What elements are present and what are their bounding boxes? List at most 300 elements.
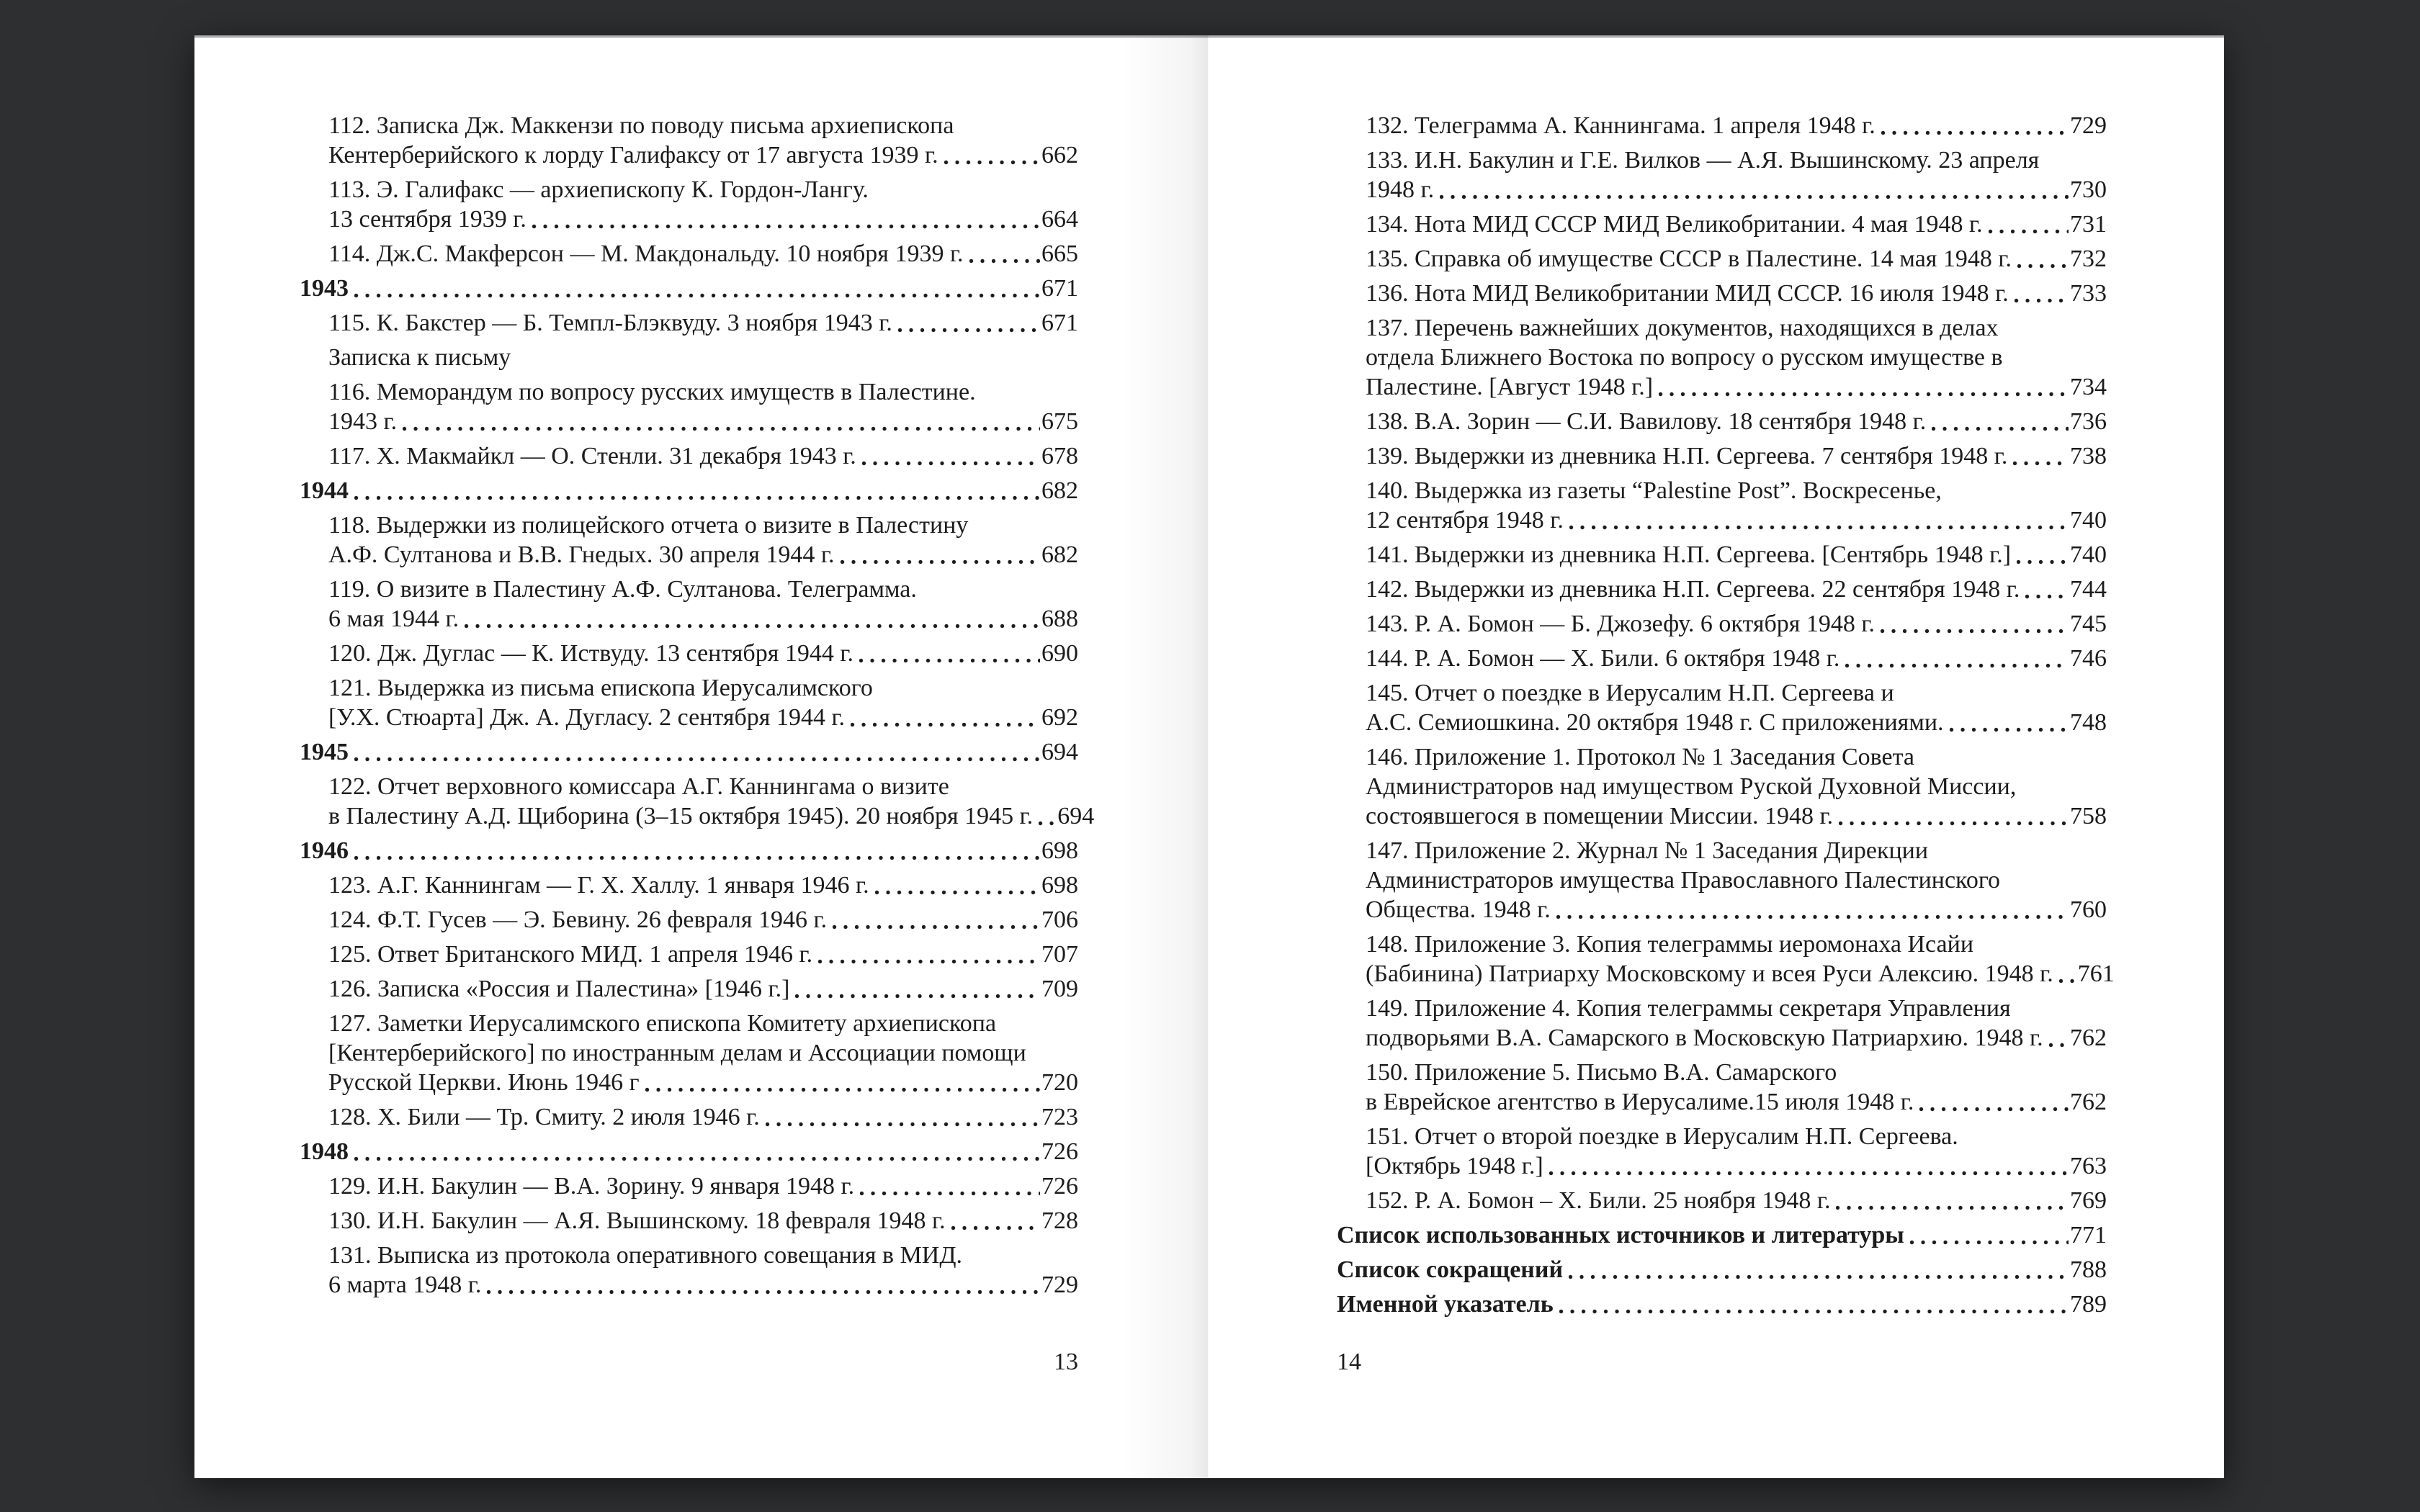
page-ref: 707 — [1041, 941, 1078, 968]
toc-entry-line — [300, 737, 1078, 767]
toc-entry — [1337, 1122, 2107, 1181]
toc-entry-text: 1945 — [300, 739, 349, 765]
toc-entry — [300, 377, 1078, 436]
page-number-left: 13 — [1054, 1349, 1078, 1375]
dot-leader — [354, 293, 1040, 299]
toc-entry-text: в Еврейское агентство в Иерусалиме.15 июля 1948 г. — [1366, 1089, 1914, 1115]
toc-entry-line — [328, 1206, 1078, 1236]
dot-leader — [1659, 392, 2069, 397]
toc-entry-text: 112. Записка Дж. Маккензи по поводу письма архиепископа — [328, 112, 954, 139]
dot-leader — [1919, 1107, 2069, 1112]
toc-entry-text: 1944 — [300, 477, 349, 504]
toc-entry-line — [328, 239, 1078, 269]
toc-entry-text: 6 мая 1944 г. — [328, 606, 460, 632]
toc-entry-text: (Бабинина) Патриарху Московскому и всея Руси Алексию. 1948 г. — [1366, 960, 2053, 987]
toc-entry-text: 1948 г. — [1366, 176, 1435, 203]
toc-entry-line — [1366, 609, 2107, 639]
toc-entry-line — [328, 940, 1078, 969]
toc-entry — [300, 111, 1078, 170]
toc-entry-text: 125. Ответ Британского МИД. 1 апреля 1946 г. — [328, 941, 813, 968]
toc-entry — [300, 772, 1095, 831]
toc-entry-text: Общества. 1948 г. — [1366, 896, 1551, 923]
dot-leader — [2017, 264, 2069, 269]
toc-entry — [300, 175, 1078, 234]
toc-entry — [1337, 1186, 2107, 1215]
toc-entry-text: Список сокращений — [1337, 1256, 1564, 1283]
toc-entry-text: 134. Нота МИД СССР МИД Великобритании. 4 мая 1948 г. — [1366, 211, 1983, 238]
toc-entry — [300, 476, 1078, 505]
page-ref: 789 — [2070, 1291, 2107, 1318]
dot-leader — [944, 160, 1040, 166]
toc-entry-line — [1366, 505, 2107, 535]
toc-entry-text: Записка к письму — [328, 344, 511, 371]
dot-leader — [1839, 821, 2069, 827]
toc-right-page — [1337, 111, 2115, 1324]
toc-entry-line — [1366, 959, 2115, 989]
page-ref: 690 — [1041, 640, 1078, 667]
dot-leader — [1881, 130, 2069, 136]
dot-leader — [1569, 525, 2069, 531]
toc-entry-line — [1366, 1151, 2107, 1181]
toc-entry-line — [1366, 1087, 2107, 1117]
toc-entry — [1337, 644, 2107, 673]
toc-entry-text: 1943 — [300, 275, 349, 302]
toc-entry-text: подворьями В.А. Самарского в Московскую Патриархию. 1948 г. — [1366, 1025, 2043, 1051]
toc-entry-line — [1366, 1186, 2107, 1215]
toc-entry — [300, 308, 1078, 338]
toc-entry — [1337, 441, 2107, 471]
dot-leader — [841, 559, 1040, 565]
toc-entry-line — [328, 175, 1078, 204]
page-ref: 678 — [1041, 443, 1078, 469]
toc-entry-text: Именной указатель — [1337, 1291, 1554, 1318]
toc-entry-text: 150. Приложение 5. Письмо В.А. Самарского — [1366, 1059, 1837, 1086]
toc-entry — [1337, 930, 2115, 989]
toc-entry — [1337, 244, 2107, 274]
dot-leader — [969, 258, 1040, 264]
toc-entry-line — [328, 308, 1078, 338]
toc-entry-line — [1366, 407, 2107, 436]
toc-entry-line — [328, 1009, 1078, 1038]
toc-entry-line — [300, 836, 1078, 865]
page-gutter-shadow — [1122, 35, 1209, 1478]
dot-leader — [2049, 1043, 2069, 1048]
dot-leader — [862, 461, 1040, 467]
toc-entry-line — [1366, 244, 2107, 274]
page-ref: 675 — [1041, 408, 1078, 435]
toc-entry — [300, 905, 1078, 935]
toc-entry-text: 127. Заметки Иерусалимского епископа Комитету архиепископа — [328, 1010, 997, 1037]
toc-entry-line — [1337, 1290, 2107, 1319]
toc-entry-line — [328, 772, 1078, 801]
dot-leader — [403, 426, 1040, 432]
dot-leader — [833, 924, 1040, 930]
toc-entry-line — [300, 274, 1078, 303]
toc-entry-line — [328, 1241, 1078, 1270]
dot-leader — [2015, 298, 2069, 304]
toc-entry-text: 114. Дж.С. Макферсон — М. Макдональду. 10 ноября 1939 г. — [328, 240, 964, 267]
page-ref: 740 — [2070, 541, 2107, 568]
toc-entry-text: 130. И.Н. Бакулин — А.Я. Вышинскому. 18 февраля 1948 г. — [328, 1207, 946, 1234]
toc-left-page — [300, 111, 1095, 1305]
dot-leader — [487, 1290, 1040, 1295]
toc-entry-text: Администраторов над имуществом Руской Духовной Миссии, — [1366, 773, 2017, 800]
page-ref: 738 — [2070, 443, 2107, 469]
toc-entry-text: 128. Х. Били — Тр. Смиту. 2 июля 1946 г. — [328, 1104, 760, 1130]
toc-entry — [1337, 279, 2107, 308]
dot-leader — [1932, 426, 2069, 432]
toc-entry-text: 124. Ф.Т. Гусев — Э. Бевину. 26 февраля 1946 г. — [328, 906, 828, 933]
toc-entry-line — [328, 441, 1078, 471]
dot-leader — [766, 1122, 1040, 1128]
page-ref: 709 — [1041, 976, 1078, 1002]
toc-entry-text: 148. Приложение 3. Копия телеграммы иеромонаха Исайи — [1366, 931, 1974, 958]
toc-entry-line — [328, 1270, 1078, 1300]
page-ref: 760 — [2070, 896, 2107, 923]
dot-leader — [1440, 194, 2069, 200]
toc-entry-line — [1366, 111, 2107, 140]
toc-entry — [1337, 1255, 2107, 1284]
toc-entry — [1337, 210, 2107, 239]
toc-entry-line — [1366, 708, 2107, 737]
toc-entry-text: 129. И.Н. Бакулин — В.А. Зорину. 9 января 1948 г. — [328, 1173, 855, 1200]
toc-entry-text: 115. К. Бакстер — Б. Темпл-Блэквуду. 3 ноября 1943 г. — [328, 310, 892, 336]
dot-leader — [1836, 1205, 2069, 1211]
toc-entry-text: 145. Отчет о поездке в Иерусалим Н.П. Сергеева и — [1366, 680, 1894, 706]
toc-entry-line — [1366, 476, 2107, 505]
dot-leader — [1569, 1274, 2069, 1280]
dot-leader — [1950, 727, 2069, 733]
toc-entry-text: 139. Выдержки из дневника Н.П. Сергеева. 7 сентября 1948 г. — [1366, 443, 2008, 469]
toc-entry — [300, 836, 1078, 865]
dot-leader — [2025, 594, 2069, 600]
page-ref: 726 — [1041, 1138, 1078, 1165]
page-ref: 758 — [2070, 803, 2107, 829]
toc-entry-line — [1366, 540, 2107, 570]
dot-leader — [354, 495, 1040, 501]
page-ref: 771 — [2070, 1222, 2107, 1248]
page-ref: 682 — [1041, 477, 1078, 504]
dot-leader — [818, 959, 1040, 965]
page-ref: 694 — [1057, 803, 1095, 829]
toc-entry-line — [300, 1137, 1078, 1166]
toc-entry-line — [328, 377, 1078, 407]
toc-entry — [300, 673, 1078, 732]
toc-entry-line — [1366, 994, 2107, 1023]
toc-entry — [300, 575, 1078, 634]
page-ref: 733 — [2070, 280, 2107, 307]
toc-entry-line — [300, 476, 1078, 505]
toc-entry-text: [Кентерберийского] по иностранным делам и Ассоциации помощи — [328, 1040, 1026, 1066]
dot-leader — [951, 1225, 1040, 1231]
toc-entry-text: 1948 — [300, 1138, 349, 1165]
toc-entry-line — [328, 510, 1078, 540]
toc-entry-line — [1366, 441, 2107, 471]
toc-entry — [1337, 540, 2107, 570]
toc-entry-line — [1366, 836, 2107, 865]
toc-entry-text: 143. Р. А. Бомон — Б. Джозефу. 6 октября 1948 г. — [1366, 611, 1876, 637]
page-ref: 692 — [1041, 704, 1078, 731]
toc-entry — [300, 940, 1078, 969]
toc-entry — [1337, 609, 2107, 639]
toc-entry-text: 151. Отчет о второй поездке в Иерусалим Н.П. Сергеева. — [1366, 1123, 1958, 1150]
toc-entry-line — [328, 111, 1078, 140]
toc-entry-line — [328, 974, 1078, 1004]
page-ref: 720 — [1041, 1069, 1078, 1096]
toc-entry-text: 136. Нота МИД Великобритании МИД СССР. 16 июля 1948 г. — [1366, 280, 2009, 307]
page-ref: 665 — [1041, 240, 1078, 267]
page-ref: 744 — [2070, 576, 2107, 603]
dot-leader — [1039, 821, 1056, 827]
toc-entry-line — [328, 140, 1078, 170]
dot-leader — [1549, 1171, 2069, 1176]
page-ref: 734 — [2070, 374, 2107, 400]
toc-entry-text: 131. Выписка из протокола оперативного совещания в МИД. — [328, 1242, 963, 1269]
toc-entry-line — [1366, 930, 2107, 959]
toc-entry-text: 146. Приложение 1. Протокол № 1 Заседания Совета — [1366, 744, 1914, 770]
toc-entry-text: Кентерберийского к лорду Галифаксу от 17 августа 1939 г. — [328, 142, 938, 168]
toc-entry-text: 126. Записка «Россия и Палестина» [1946 г.] — [328, 976, 790, 1002]
toc-entry-text: [Октябрь 1948 г.] — [1366, 1153, 1543, 1179]
toc-entry-text: 142. Выдержки из дневника Н.П. Сергеева. 22 сентября 1948 г. — [1366, 576, 2020, 603]
page-ref: 746 — [2070, 645, 2107, 672]
page-ref: 762 — [2070, 1089, 2107, 1115]
page-ref: 706 — [1041, 906, 1078, 933]
toc-entry-line — [328, 540, 1078, 570]
toc-entry-text: 144. Р. А. Бомон — Х. Били. 6 октября 1948 г. — [1366, 645, 1840, 672]
toc-entry-line — [1366, 678, 2107, 708]
dot-leader — [795, 994, 1040, 999]
toc-entry — [300, 1137, 1078, 1166]
toc-entry-line — [1337, 1255, 2107, 1284]
dot-leader — [1845, 663, 2069, 669]
page-ref: 682 — [1041, 541, 1078, 568]
toc-entry — [1337, 1290, 2107, 1319]
toc-entry-line — [1366, 175, 2107, 204]
toc-entry — [1337, 407, 2107, 436]
toc-entry-line — [1366, 742, 2107, 772]
toc-entry-line — [328, 407, 1078, 436]
toc-entry-text: 137. Перечень важнейших документов, находящихся в делах — [1366, 315, 1999, 341]
toc-entry-text: в Палестину А.Д. Щиборина (3–15 октября 1945). 20 ноября 1945 г. — [328, 803, 1034, 829]
toc-entry-line — [328, 1102, 1078, 1132]
toc-entry-line — [1366, 895, 2107, 924]
toc-entry — [300, 1009, 1078, 1097]
dot-leader — [1559, 1309, 2069, 1315]
toc-entry-text: 12 сентября 1948 г. — [1366, 507, 1564, 534]
toc-entry-text: 119. О визите в Палестину А.Ф. Султанова. Телеграмма. — [328, 576, 917, 603]
toc-entry-line — [328, 575, 1078, 604]
toc-entry — [1337, 1058, 2107, 1117]
page-ref: 740 — [2070, 507, 2107, 534]
toc-entry-text: 121. Выдержка из письма епископа Иерусалимского — [328, 675, 873, 701]
page-ref: 745 — [2070, 611, 2107, 637]
dot-leader — [354, 1156, 1040, 1162]
toc-entry — [300, 343, 1078, 372]
toc-entry-line — [1337, 1220, 2107, 1250]
dot-leader — [859, 658, 1040, 664]
toc-entry-text: 133. И.Н. Бакулин и Г.Е. Вилков — А.Я. Вышинскому. 23 апреля — [1366, 147, 2040, 174]
toc-entry-line — [1366, 1023, 2107, 1053]
toc-entry-line — [1366, 313, 2107, 343]
toc-entry-line — [328, 1038, 1078, 1068]
toc-entry — [300, 974, 1078, 1004]
toc-entry-text: 123. А.Г. Каннингам — Г. Х. Халлу. 1 января 1946 г. — [328, 872, 869, 899]
toc-entry — [300, 639, 1078, 668]
dot-leader — [2059, 978, 2076, 984]
page-ref: 729 — [1041, 1272, 1078, 1298]
toc-entry-text: 138. В.А. Зорин — С.И. Вавилову. 18 сентября 1948 г. — [1366, 408, 1927, 435]
toc-entry-line — [1366, 772, 2107, 801]
page-ref: 736 — [2070, 408, 2107, 435]
toc-entry-text: Русской Церкви. Июнь 1946 г — [328, 1069, 640, 1096]
toc-entry-text: 149. Приложение 4. Копия телеграммы секретаря Управления — [1366, 995, 2011, 1022]
toc-entry — [300, 1241, 1078, 1300]
toc-entry-line — [1366, 210, 2107, 239]
toc-entry-line — [328, 343, 1078, 372]
page-number-right: 14 — [1337, 1349, 1361, 1375]
toc-entry-line — [328, 604, 1078, 634]
toc-entry-text: 118. Выдержки из полицейского отчета о визите в Палестину — [328, 512, 969, 539]
toc-entry — [1337, 476, 2107, 535]
page-ref: 761 — [2077, 960, 2115, 987]
toc-entry-line — [1366, 279, 2107, 308]
toc-entry — [300, 870, 1078, 900]
toc-entry — [300, 737, 1078, 767]
toc-entry — [300, 239, 1078, 269]
page-ref: 694 — [1041, 739, 1078, 765]
toc-entry-line — [328, 673, 1078, 703]
page-ref: 729 — [2070, 112, 2107, 139]
toc-entry — [300, 510, 1078, 570]
toc-entry-text: 140. Выдержка из газеты “Palestine Post”. Воскресенье, — [1366, 477, 1942, 504]
dot-leader — [860, 1191, 1040, 1197]
toc-entry-text: [У.Х. Стюарта] Дж. А. Дугласу. 2 сентября 1944 г. — [328, 704, 846, 731]
toc-entry-line — [1366, 801, 2107, 831]
toc-entry — [1337, 575, 2107, 604]
toc-entry-text: 6 марта 1948 г. — [328, 1272, 482, 1298]
toc-entry — [300, 441, 1078, 471]
toc-entry-line — [1366, 575, 2107, 604]
toc-entry-line — [1366, 644, 2107, 673]
toc-entry-text: Палестине. [Август 1948 г.] — [1366, 374, 1654, 400]
dot-leader — [1556, 914, 2069, 920]
toc-entry-text: 116. Меморандум по вопросу русских имуществ в Палестине. — [328, 379, 976, 405]
page-ref: 698 — [1041, 872, 1078, 899]
toc-entry-text: отдела Ближнего Востока по вопросу о русском имуществе в — [1366, 344, 2003, 371]
toc-entry — [1337, 111, 2107, 140]
toc-entry-text: 113. Э. Галифакс — архиепископу К. Гордон-Лангу. — [328, 176, 869, 203]
dot-leader — [1910, 1240, 2069, 1246]
page-ref: 662 — [1041, 142, 1078, 168]
dot-leader — [851, 722, 1040, 728]
toc-entry-text: 152. Р. А. Бомон – Х. Били. 25 ноября 1948 г. — [1366, 1187, 1831, 1214]
dot-leader — [898, 328, 1040, 333]
dot-leader — [645, 1087, 1040, 1093]
dot-leader — [354, 855, 1040, 861]
toc-entry-text: Администраторов имущества Православного Палестинского — [1366, 867, 2000, 894]
page-ref: 763 — [2070, 1153, 2107, 1179]
page-ref: 726 — [1041, 1173, 1078, 1200]
toc-entry-text: 120. Дж. Дуглас — К. Иствуду. 13 сентября 1944 г. — [328, 640, 853, 667]
toc-entry-text: А.Ф. Султанова и В.В. Гнедых. 30 апреля 1944 г. — [328, 541, 835, 568]
page-ref: 671 — [1041, 310, 1078, 336]
toc-entry-text: 135. Справка об имуществе СССР в Палестине. 14 мая 1948 г. — [1366, 246, 2012, 272]
dot-leader — [1881, 629, 2069, 634]
toc-entry-line — [1366, 1122, 2107, 1151]
toc-entry-line — [328, 204, 1078, 234]
toc-entry-text: 141. Выдержки из дневника Н.П. Сергеева. [Сентябрь 1948 г.] — [1366, 541, 2012, 568]
toc-entry-text: 147. Приложение 2. Журнал № 1 Заседания Дирекции — [1366, 837, 1929, 864]
toc-entry-line — [328, 639, 1078, 668]
page-ref: 769 — [2070, 1187, 2107, 1214]
page-ref: 723 — [1041, 1104, 1078, 1130]
page-ref: 732 — [2070, 246, 2107, 272]
page-ref: 730 — [2070, 176, 2107, 203]
toc-entry — [1337, 313, 2107, 402]
toc-entry-text: 132. Телеграмма А. Каннингама. 1 апреля 1948 г. — [1366, 112, 1876, 139]
toc-entry-text: Список использованных источников и литературы — [1337, 1222, 1904, 1248]
toc-entry-text: состоявшегося в помещении Миссии. 1948 г. — [1366, 803, 1834, 829]
page-ref: 688 — [1041, 606, 1078, 632]
page-ref: 762 — [2070, 1025, 2107, 1051]
page-ref: 748 — [2070, 709, 2107, 736]
toc-entry — [300, 1102, 1078, 1132]
dot-leader — [2013, 461, 2069, 467]
dot-leader — [354, 757, 1040, 762]
page-ref: 664 — [1041, 206, 1078, 233]
toc-entry-line — [1366, 1058, 2107, 1087]
toc-entry-line — [1366, 343, 2107, 372]
toc-entry-line — [328, 801, 1095, 831]
toc-entry-line — [328, 703, 1078, 732]
toc-entry-text: 1946 — [300, 837, 349, 864]
toc-entry — [1337, 678, 2107, 737]
toc-entry — [300, 1171, 1078, 1201]
toc-entry — [300, 1206, 1078, 1236]
toc-entry — [1337, 145, 2107, 204]
toc-entry-line — [1366, 145, 2107, 175]
toc-entry-line — [1366, 372, 2107, 402]
dot-leader — [875, 890, 1040, 896]
toc-entry-text: 1943 г. — [328, 408, 398, 435]
page-ref: 728 — [1041, 1207, 1078, 1234]
dot-leader — [532, 224, 1040, 230]
page-top-edge — [194, 35, 2224, 38]
toc-entry — [1337, 1220, 2107, 1250]
toc-entry-line — [328, 1171, 1078, 1201]
toc-entry-line — [328, 870, 1078, 900]
toc-entry-text: 13 сентября 1939 г. — [328, 206, 526, 233]
dot-leader — [1989, 229, 2069, 235]
toc-entry — [1337, 742, 2107, 831]
dot-leader — [465, 624, 1040, 629]
page-ref: 671 — [1041, 275, 1078, 302]
book-spread — [194, 35, 2224, 1478]
toc-entry — [1337, 836, 2107, 924]
toc-entry-text: 122. Отчет верховного комиссара А.Г. Каннингама о визите — [328, 773, 949, 800]
toc-entry-line — [1366, 865, 2107, 895]
toc-entry — [300, 274, 1078, 303]
toc-entry-line — [328, 905, 1078, 935]
toc-entry — [1337, 994, 2107, 1053]
dot-leader — [2017, 559, 2069, 565]
page-ref: 698 — [1041, 837, 1078, 864]
toc-entry-text: А.С. Семиошкина. 20 октября 1948 г. С приложениями. — [1366, 709, 1944, 736]
page-ref: 731 — [2070, 211, 2107, 238]
toc-entry-text: 117. Х. Макмайкл — О. Стенли. 31 декабря 1943 г. — [328, 443, 856, 469]
toc-entry-line — [328, 1068, 1078, 1097]
